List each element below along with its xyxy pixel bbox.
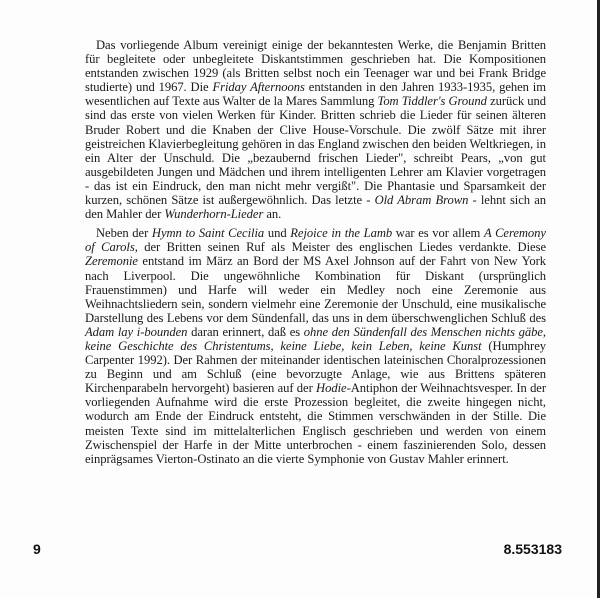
text-run: und [264, 226, 291, 241]
italic-title: A Ceremony of Carols [85, 226, 546, 255]
catalog-number: 8.553183 [503, 541, 562, 557]
italic-title: Friday Afternoons [212, 80, 305, 95]
italic-title: Adam lay i-bounden [85, 324, 188, 339]
paragraph-ceremony-of-carols [85, 226, 546, 466]
italic-title: Hymn to Saint Cecilia [151, 226, 265, 241]
italic-title: Old Abram Brown [374, 193, 469, 208]
italic-title: Zeremonie [85, 254, 138, 269]
italic-title: ohne den Sündenfall des Menschen nichts gäbe, keine Geschichte des Christentums, keine Liebe, kein Leben, keine Kunst [85, 324, 546, 353]
page-number: 9 [33, 541, 41, 557]
text-run: zurück und sind das erste von vielen Werken für Kinder. Britten schrieb die Lieder für seinen älteren Bruder Robert und die Knaben der Clive House-Vorschule. Die zwölf Sätze mit ihrer geistreichen Klavierbegleitung gehören in das England zwischen den beiden Weltkriegen, in ein Alter der Unschuld. Die „bezaubernd frischen Lieder", schreibt Pears, „von gut ausgebildeten Jungen und Mädchen und ihrem intelligenten Lehrer am Klavier vorgetragen - das ist ein Eindruck, den man nicht mehr vergißt". Die Phantasie und Sparsamkeit der kurzen, schönen Sätze ist außergewöhnlich. Das letzte - [85, 94, 546, 208]
text-run: -Antiphon der Weihnachtsvesper. In der vorliegenden Aufnahme wird die erste Prozession begleitet, die zweite hingegen nicht, wodurch am Ende der Eindruck entsteht, die Stimmen verschwänden in der Stille. Die meisten Texte sind im mittelalterlichen Englisch geschrieben und werden von einem Zwischenspiel der Harfe in der Mitte unterbrochen - einem faszinierenden Solo, dessen einprägsames Vierton-Ostinato an die vierte Symphonie von Gustav Mahler erinnert. [85, 381, 546, 466]
text-run: - lehnt sich an den Mahler der [85, 193, 546, 222]
italic-title: Wunderhorn-Lieder [164, 207, 264, 222]
italic-title: Hodie [316, 381, 347, 396]
text-run: war es vor allem [392, 226, 484, 241]
text-run: daran erinnert, daß es [187, 324, 304, 339]
body-text [85, 38, 546, 466]
paragraph-friday-afternoons [85, 38, 546, 221]
text-run: entstanden in den Jahren 1933-1935, gehen im wesentlichen auf Texte aus Walter de la Mares Sammlung [85, 80, 546, 109]
text-run: an. [263, 207, 282, 222]
italic-title: Rejoice in the Lamb [290, 226, 393, 241]
text-run: entstand im März an Bord der MS Axel Johnson auf der Fahrt von New York nach Liverpool. Die ungewöhnliche Kombination für Diskant (ursprünglich Frauenstimmen) und Harfe will weder ein Medley noch eine Zeremonie aus Weihnachtsliedern sein, sondern vielmehr eine Zeremonie der Unschuld, eine musikalische Darstellung des Lebens vor dem Sündenfall, das uns in dem überschwenglichen Schluß des [85, 254, 546, 325]
text-run: , der Britten seinen Ruf als Meister des englischen Liedes verdankte. Diese [134, 240, 546, 255]
text-run: Das vorliegende Album vereinigt einige der bekanntesten Werke, die Benjamin Britten für begleitete oder unbegleitete Diskantstimmen geschrieben hat. Die Kompositionen entstanden zwischen 1929 (als Britten selbst noch ein Teenager war und bei Frank Bridge studierte) und 1967. Die [85, 38, 546, 95]
italic-title: Tom Tiddler's Ground [377, 94, 487, 109]
text-run: Neben der [96, 226, 152, 241]
text-run: (Humphrey Carpenter 1992). Der Rahmen der miteinander identischen lateinischen Choralprozessionen zu Beginn und am Schluß (eine bevorzugte Anlage, wie aus Brittens späteren Kirchenparabeln hervorgeht) basieren auf der [85, 338, 546, 396]
